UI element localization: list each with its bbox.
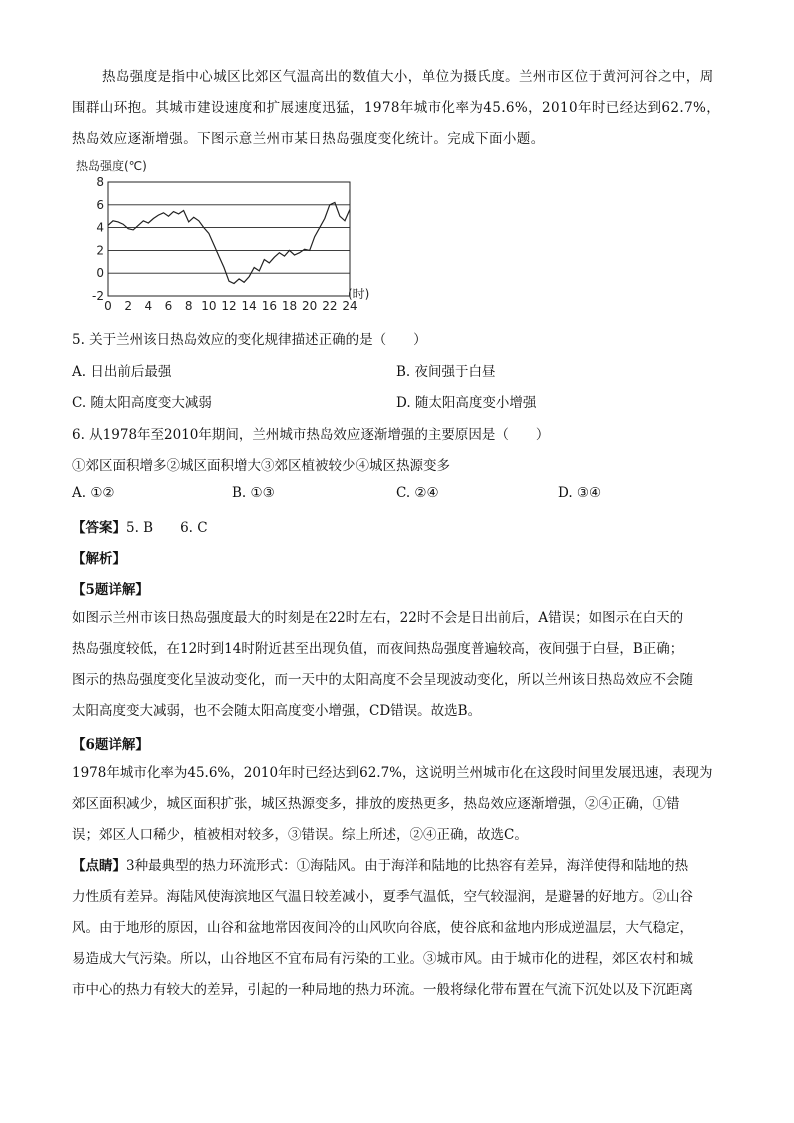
q5-option-b[interactable]: B. 夜间强于白昼 xyxy=(396,364,496,380)
x-tick-label: 22 xyxy=(322,299,338,312)
y-tick-label: 4 xyxy=(96,220,104,235)
x-tick-label: 2 xyxy=(124,299,132,312)
answer-line xyxy=(72,516,208,536)
tips-label: 【点睛】 xyxy=(72,858,126,874)
x-axis-label: (时) xyxy=(348,287,370,301)
intro-text: 热岛强度是指中心城区比郊区气温高出的数值大小，单位为摄氏度。兰州市区位于黄河河谷之中，周围群山环抱。其城市建设速度和扩展速度迅猛，1978年城市化率为45.6%，2010年时已经达到62.7%，热岛效应逐渐增强。下图示意兰州市某日热岛强度变化统计。完成下面小题。 xyxy=(72,69,721,147)
x-tick-label: 20 xyxy=(302,299,318,312)
question-5-stem: 5. 关于兰州该日热岛效应的变化规律描述正确的是（ ） xyxy=(72,332,427,348)
q6-detail-line: 误；郊区人口稀少，植被相对较多，③错误。综上所述，②④正确，故选C。 xyxy=(72,827,528,843)
q5-detail-label: 【5题详解】 xyxy=(72,582,149,598)
tips-line: 力性质有差异。海陆风使海滨地区气温日较差减小，夏季气温低，空气较湿润，是避暑的好地方。②山谷 xyxy=(72,889,693,905)
heat-island-chart xyxy=(60,152,380,312)
question-6-stem: 6. 从1978年至2010年期间，兰州城市热岛效应逐渐增强的主要原因是（ ） xyxy=(72,427,550,443)
q5-detail-line: 热岛强度较低，在12时到14时附近甚至出现负值，而夜间热岛强度普遍较高，夜间强于白昼，B正确； xyxy=(72,641,684,657)
q6-detail-line: 1978年城市化率为45.6%，2010年时已经达到62.7%，这说明兰州城市化在这段时间里发展迅速，表现为 xyxy=(72,765,713,781)
answer-label: 【答案】 xyxy=(72,520,126,536)
analysis-label: 【解析】 xyxy=(72,551,126,567)
x-tick-label: 24 xyxy=(342,299,358,312)
q5-detail-line: 图示的热岛强度变化呈波动变化，而一天中的太阳高度不会呈现波动变化，所以兰州该日热岛效应不会随 xyxy=(72,672,693,688)
x-tick-label: 8 xyxy=(184,299,193,312)
q6-option-c[interactable]: C. ②④ xyxy=(396,485,439,501)
q5-detail-line: 太阳高度变大减弱，也不会随太阳高度变小增强，CD错误。故选B。 xyxy=(72,703,482,719)
x-tick-label: 0 xyxy=(104,299,112,312)
y-axis-label: 热岛强度(℃) xyxy=(76,159,147,173)
x-tick-label: 16 xyxy=(261,299,277,312)
y-tick-label: 6 xyxy=(96,197,104,212)
q6-option-d[interactable]: D. ③④ xyxy=(558,485,602,501)
question-6-items: ①郊区面积增多②城区面积增大③郊区植被较少④城区热源变多 xyxy=(72,458,450,474)
x-tick-label: 10 xyxy=(201,299,217,312)
tips-line: 易造成大气污染。所以，山谷地区不宜布局有污染的工业。③城市风。由于城市化的进程，郊区农村和城 xyxy=(72,951,693,967)
x-tick-label: 6 xyxy=(164,299,173,312)
intro-paragraph xyxy=(72,62,722,155)
answer-text: 5. B 6. C xyxy=(126,520,208,536)
x-tick-label: 4 xyxy=(144,299,153,312)
q5-detail-paragraph xyxy=(72,603,722,727)
q6-detail-paragraph xyxy=(72,758,722,851)
tips-paragraph xyxy=(72,851,722,1006)
tips-first-line xyxy=(72,851,722,882)
q6-detail-line: 郊区面积减少，城区面积扩张，城区热源变多，排放的废热更多，热岛效应逐渐增强，②④正确，①错 xyxy=(72,796,680,812)
y-tick-label: 8 xyxy=(96,175,104,189)
tips-line: 市中心的热力有较大的差异，引起的一种局地的热力环流。一般将绿化带布置在气流下沉处以及下沉距离 xyxy=(72,982,693,998)
q5-detail-line: 如图示兰州市该日热岛强度最大的时刻是在22时左右，22时不会是日出前后，A错误；如图示在白天的 xyxy=(72,610,684,626)
y-tick-label: -2 xyxy=(92,289,104,303)
tips-line: 风。由于地形的原因，山谷和盆地常因夜间冷的山风吹向谷底，使谷底和盆地内形成逆温层，大气稳定， xyxy=(72,920,693,936)
q5-option-a[interactable]: A. 日出前后最强 xyxy=(72,364,172,380)
x-tick-label: 12 xyxy=(221,299,237,312)
q6-option-b[interactable]: B. ①③ xyxy=(232,485,275,501)
x-tick-label: 14 xyxy=(241,299,257,312)
tips-first-text: 3种最典型的热力环流形式：①海陆风。由于海洋和陆地的比热容有差异，海洋使得和陆地的热 xyxy=(126,858,689,874)
x-tick-label: 18 xyxy=(281,299,298,312)
y-tick-label: 2 xyxy=(96,243,104,258)
y-tick-label: 0 xyxy=(96,266,104,281)
heat-island-line xyxy=(108,203,350,284)
q5-option-c[interactable]: C. 随太阳高度变大减弱 xyxy=(72,395,212,411)
q6-option-a[interactable]: A. ①② xyxy=(72,485,115,501)
q5-option-d[interactable]: D. 随太阳高度变小增强 xyxy=(396,395,537,411)
chart-svg xyxy=(60,152,380,312)
q6-detail-label: 【6题详解】 xyxy=(72,737,149,753)
